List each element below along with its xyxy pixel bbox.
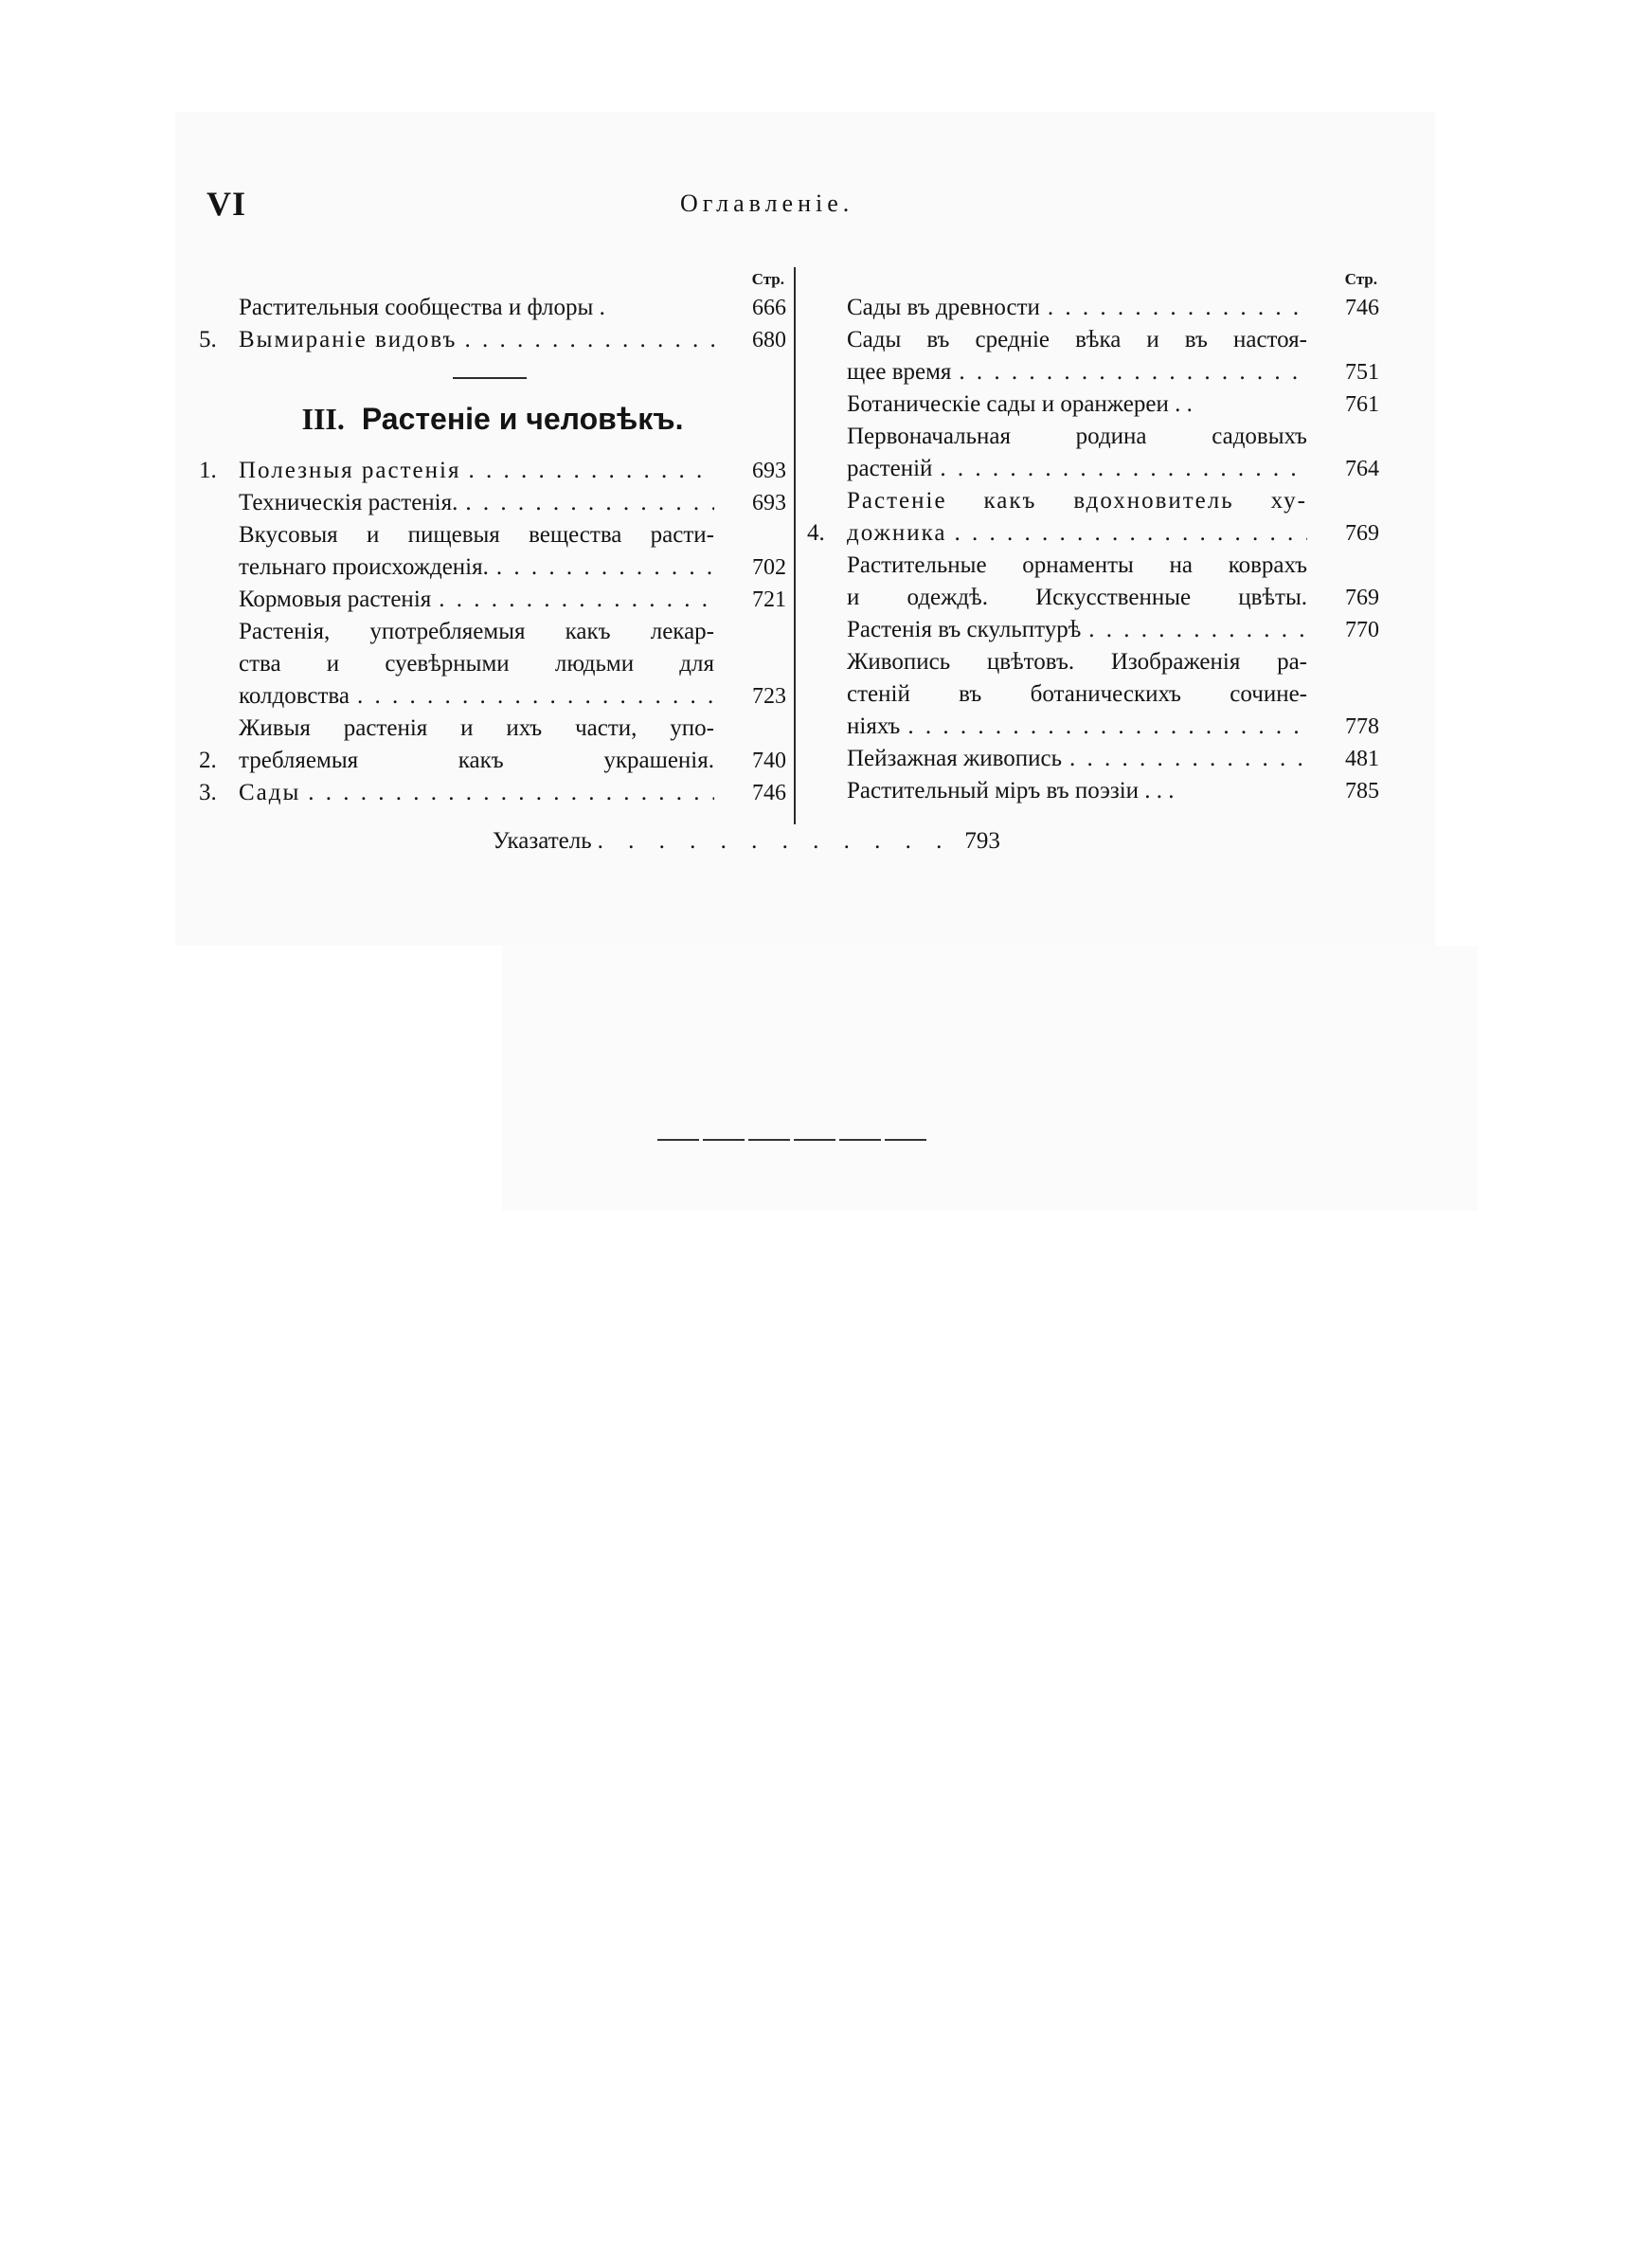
index-page: 793 [964, 828, 1000, 854]
entry-title-line: Растительные орнаменты на коврахъ [847, 552, 1307, 578]
closing-rule [657, 1139, 928, 1141]
entry-page: 761 [1307, 388, 1379, 421]
entry-number: 5. [199, 327, 217, 352]
entry-title-line: Вымираніе видовъ . . . [239, 324, 714, 356]
section-title: Растеніе и человѣкъ. [361, 402, 684, 436]
entry-title-line: Сады . . . [239, 777, 714, 809]
toc-entry [199, 519, 786, 584]
entry-title [847, 550, 1307, 614]
entry-title-line: Растенія въ скульптурѣ . . . [847, 614, 1307, 646]
entry-page: 764 [1307, 453, 1379, 485]
page-column-label: Стр. [751, 270, 784, 288]
entry-title-line: и одеждѣ. Искусственные цвѣты. [847, 585, 1307, 610]
toc-entry [807, 485, 1379, 550]
toc-entry [199, 455, 786, 487]
toc-entry [807, 743, 1379, 775]
entry-page: 751 [1307, 356, 1379, 388]
entry-title-line: ства и суевѣрными людьми для [239, 651, 714, 677]
entry-page: 702 [714, 551, 786, 584]
entry-page: 740 [714, 745, 786, 777]
toc-entry [807, 550, 1379, 614]
entry-title [239, 777, 714, 809]
entry-title [847, 324, 1307, 388]
entry-title-line: Живыя растенія и ихъ части, упо- [239, 715, 714, 741]
entry-title-line: Первоначальная родина садовыхъ [847, 424, 1307, 449]
entry-page: 693 [714, 487, 786, 519]
entry-page: 778 [1307, 711, 1379, 743]
entry-title-line: Кормовыя растенія . . . [239, 584, 714, 616]
toc-entry [807, 646, 1379, 743]
entry-title [847, 775, 1307, 807]
entry-title [239, 487, 714, 519]
index-leader: . . . . . . . . . . . . [597, 828, 952, 854]
section-heading [199, 400, 786, 438]
entry-title-line: Пейзажная живопись . . . [847, 743, 1307, 775]
toc-entry [199, 777, 786, 809]
entry-title-line: Полезныя растенія . . . [239, 455, 714, 487]
toc-entry [199, 324, 786, 356]
entry-title [847, 388, 1307, 421]
entry-title-line: Растительный міръ въ поэзіи . . . [847, 778, 1175, 803]
entry-page: 746 [1307, 292, 1379, 324]
index-entry [493, 828, 1000, 855]
entry-title [847, 614, 1307, 646]
entry-title-line: Растенія, употребляемыя какъ лекар- [239, 619, 714, 644]
entry-title [239, 292, 714, 324]
entry-title [847, 421, 1307, 485]
toc-entry [199, 584, 786, 616]
toc-entry [807, 324, 1379, 388]
entry-page: 746 [714, 777, 786, 809]
entry-title [239, 324, 714, 356]
entry-title-line: Живопись цвѣтовъ. Изображенія ра- [847, 649, 1307, 675]
entry-title-line: дожника . . . [847, 517, 1307, 550]
toc-entry [199, 487, 786, 519]
entry-title-line: колдовства . . . [239, 680, 714, 713]
entry-page: 666 [714, 292, 786, 324]
entry-page: 769 [1307, 517, 1379, 550]
toc-entry [807, 775, 1379, 807]
entry-page: 481 [1307, 743, 1379, 775]
running-head-title: Оглавленіе. [680, 190, 854, 217]
entry-page: 785 [1307, 775, 1379, 807]
entry-title-line: Вкусовыя и пищевыя вещества расти- [239, 522, 714, 548]
entry-page: 680 [714, 324, 786, 356]
entry-title-line: Техническія растенія. . . . [239, 487, 714, 519]
page-folio: VI [206, 185, 247, 223]
toc-entry [807, 388, 1379, 421]
section-number: III. [301, 402, 345, 436]
entry-title [847, 646, 1307, 743]
entry-number: 2. [199, 748, 217, 773]
entry-title [239, 519, 714, 584]
entry-title-line: Ботаническіе сады и оранжереи . . [847, 391, 1193, 417]
page-column-label: Стр. [1344, 270, 1377, 288]
entry-page: 721 [714, 584, 786, 616]
toc-column-right [807, 267, 1379, 807]
entry-title [239, 713, 714, 777]
entry-page: 769 [1307, 582, 1379, 614]
index-label: Указатель [493, 828, 592, 854]
entry-title [239, 455, 714, 487]
entry-title-line: Сады въ древности . . . [847, 292, 1307, 324]
column-divider [794, 267, 796, 824]
entry-title-line: растеній . . . [847, 453, 1307, 485]
entry-number: 4. [807, 520, 825, 546]
entry-title-line: требляемыя какъ украшенія. [239, 748, 714, 773]
entry-number: 1. [199, 458, 217, 483]
entry-title-line: ніяхъ . . . [847, 711, 1307, 743]
entry-page: 693 [714, 455, 786, 487]
entry-title [847, 292, 1307, 324]
entry-page: 770 [1307, 614, 1379, 646]
section-rule [453, 377, 527, 379]
toc-entry [807, 614, 1379, 646]
toc-column-left [199, 267, 786, 809]
entry-title-line: стеній въ ботаническихъ сочине- [847, 681, 1307, 707]
entry-title [847, 743, 1307, 775]
entry-page: 723 [714, 680, 786, 713]
entry-title-line: щее время . . . [847, 356, 1307, 388]
entry-title-line: Сады въ средніе вѣка и въ настоя- [847, 327, 1307, 352]
entry-title [847, 485, 1307, 550]
toc-entry [807, 421, 1379, 485]
entry-title-line: Растительныя сообщества и флоры . [239, 295, 605, 320]
toc-entry [199, 616, 786, 713]
entry-number: 3. [199, 780, 217, 805]
toc-entry [199, 713, 786, 777]
entry-title [239, 584, 714, 616]
entry-title [239, 616, 714, 713]
scan-background-lower [502, 946, 1478, 1211]
entry-title-line: тельнаго происхожденія. . . . [239, 551, 714, 584]
entry-title-line: Растеніе какъ вдохновитель ху- [847, 488, 1307, 514]
toc-entry [807, 292, 1379, 324]
toc-entry [199, 292, 786, 324]
